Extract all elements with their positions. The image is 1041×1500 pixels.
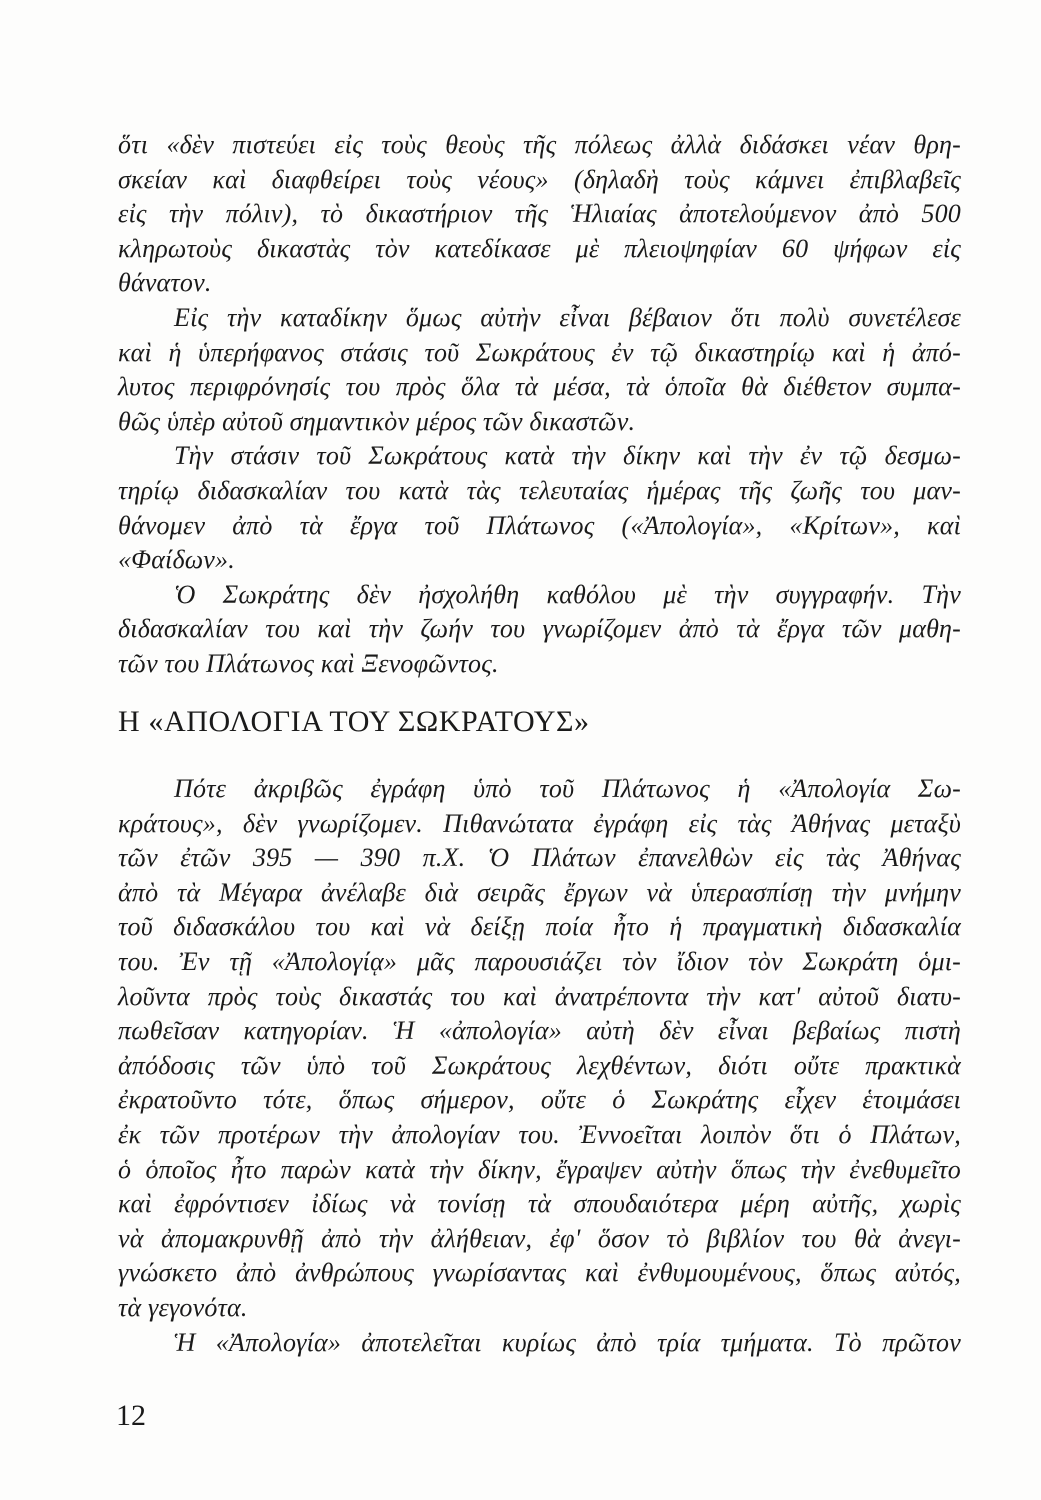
text-line: Ἡ «Ἀπολογία» ἀποτελεῖται κυρίως ἀπὸ τρία τμήματα. Τὸ πρῶτον xyxy=(174,1327,961,1357)
text-line: Ὁ Σωκράτης δὲν ἠσχολήθη καθόλου μὲ τὴν συγγραφήν. Τὴν xyxy=(174,579,961,609)
text-line: ἐκ τῶν προτέρων τὴν ἀπολογίαν του. Ἐννοεῖται λοιπὸν ὅτι ὁ Πλάτων, xyxy=(118,1119,961,1149)
page-number: 12 xyxy=(116,1399,146,1432)
body-text-before-heading xyxy=(118,128,961,682)
text-line: νὰ ἀπομακρυνθῇ ἀπὸ τὴν ἀλήθειαν, ἐφ' ὅσον τὸ βιβλίον του θὰ ἀνεγι- xyxy=(118,1223,961,1253)
text-line: διδασκαλίαν του καὶ τὴν ζωήν του γνωρίζομεν ἀπὸ τὰ ἔργα τῶν μαθη- xyxy=(118,614,961,644)
text-line: τοῦ διδασκάλου του καὶ νὰ δείξῃ ποία ἦτο ἡ πραγματικὴ διδασκαλία xyxy=(118,912,961,942)
text-line: τηρίῳ διδασκαλίαν του κατὰ τὰς τελευταίας ἡμέρας τῆς ζωῆς του μαν- xyxy=(118,475,961,505)
text-line: ἀπὸ τὰ Μέγαρα ἀνέλαβε διὰ σειρᾶς ἔργων νὰ ὑπερασπίσῃ τὴν μνήμην xyxy=(118,877,961,907)
text-line: θάνατον. xyxy=(118,268,212,298)
text-line: καὶ ἐφρόντισεν ἰδίως νὰ τονίσῃ τὰ σπουδαιότερα μέρη αὐτῆς, χωρὶς xyxy=(118,1189,961,1219)
text-line: τῶν του Πλάτωνος καὶ Ξενοφῶντος. xyxy=(118,648,499,678)
text-line: εἰς τὴν πόλιν), τὸ δικαστήριον τῆς Ἡλιαίας ἀποτελούμενον ἀπὸ 500 xyxy=(118,199,961,229)
text-line: τὰ γεγονότα. xyxy=(118,1292,248,1322)
text-line: λοῦντα πρὸς τοὺς δικαστάς του καὶ ἀνατρέποντα τὴν κατ' αὐτοῦ διατυ- xyxy=(118,981,961,1011)
text-line: τῶν ἐτῶν 395 — 390 π.Χ. Ὁ Πλάτων ἐπανελθὼν εἰς τὰς Ἀθήνας xyxy=(118,843,961,873)
text-line: σκείαν καὶ διαφθείρει τοὺς νέους» (δηλαδὴ τοὺς κάμνει ἐπιβλαβεῖς xyxy=(118,164,961,194)
text-line: λυτος περιφρόνησίς του πρὸς ὅλα τὰ μέσα, τὰ ὁποῖα θὰ διέθετον συμπα- xyxy=(118,372,961,402)
text-line: θῶς ὑπὲρ αὐτοῦ σημαντικὸν μέρος τῶν δικαστῶν. xyxy=(118,406,636,436)
text-line: πωθεῖσαν κατηγορίαν. Ἡ «ἀπολογία» αὐτὴ δὲν εἶναι βεβαίως πιστὴ xyxy=(118,1016,961,1046)
text-line: «Φαίδων». xyxy=(118,545,235,575)
text-line: κληρωτοὺς δικαστὰς τὸν κατεδίκασε μὲ πλειοψηφίαν 60 ψήφων εἰς xyxy=(118,233,961,263)
text-line: γνώσκετο ἀπὸ ἀνθρώπους γνωρίσαντας καὶ ἐνθυμουμένους, ὅπως αὐτός, xyxy=(118,1258,961,1288)
text-line: Τὴν στάσιν τοῦ Σωκράτους κατὰ τὴν δίκην καὶ τὴν ἐν τῷ δεσμω- xyxy=(174,441,961,471)
text-line: Εἰς τὴν καταδίκην ὅμως αὐτὴν εἶναι βέβαιον ὅτι πολὺ συνετέλεσε xyxy=(174,302,961,332)
text-line: θάνομεν ἀπὸ τὰ ἔργα τοῦ Πλάτωνος («Ἀπολογία», «Κρίτων», καὶ xyxy=(118,510,961,540)
text-line: ὅτι «δὲν πιστεύει εἰς τοὺς θεοὺς τῆς πόλεως ἀλλὰ διδάσκει νέαν θρη- xyxy=(118,130,961,159)
text-line: ἀπόδοσις τῶν ὑπὸ τοῦ Σωκράτους λεχθέντων, διότι οὔτε πρακτικὰ xyxy=(118,1050,961,1080)
text-line: καὶ ἡ ὑπερήφανος στάσις τοῦ Σωκράτους ἐν τῷ δικαστηρίῳ καὶ ἡ ἀπό- xyxy=(118,337,961,367)
body-text-after-heading xyxy=(118,772,961,1360)
text-line: Πότε ἀκριβῶς ἐγράφη ὑπὸ τοῦ Πλάτωνος ἡ «Ἀπολογία Σω- xyxy=(174,774,961,803)
section-heading: Η «ΑΠΟΛΟΓΙΑ ΤΟΥ ΣΩΚΡΑΤΟΥΣ» xyxy=(118,705,590,738)
text-line: κράτους», δὲν γνωρίζομεν. Πιθανώτατα ἐγράφη εἰς τὰς Ἀθήνας μεταξὺ xyxy=(118,808,961,838)
text-line: του. Ἐν τῇ «Ἀπολογίᾳ» μᾶς παρουσιάζει τὸν ἴδιον τὸν Σωκράτη ὁμι- xyxy=(118,946,961,976)
text-line: ἐκρατοῦντο τότε, ὅπως σήμερον, οὔτε ὁ Σωκράτης εἶχεν ἑτοιμάσει xyxy=(118,1085,961,1115)
text-line: ὁ ὁποῖος ἦτο παρὼν κατὰ τὴν δίκην, ἔγραψεν αὐτὴν ὅπως τὴν ἐνεθυμεῖτο xyxy=(118,1154,961,1184)
